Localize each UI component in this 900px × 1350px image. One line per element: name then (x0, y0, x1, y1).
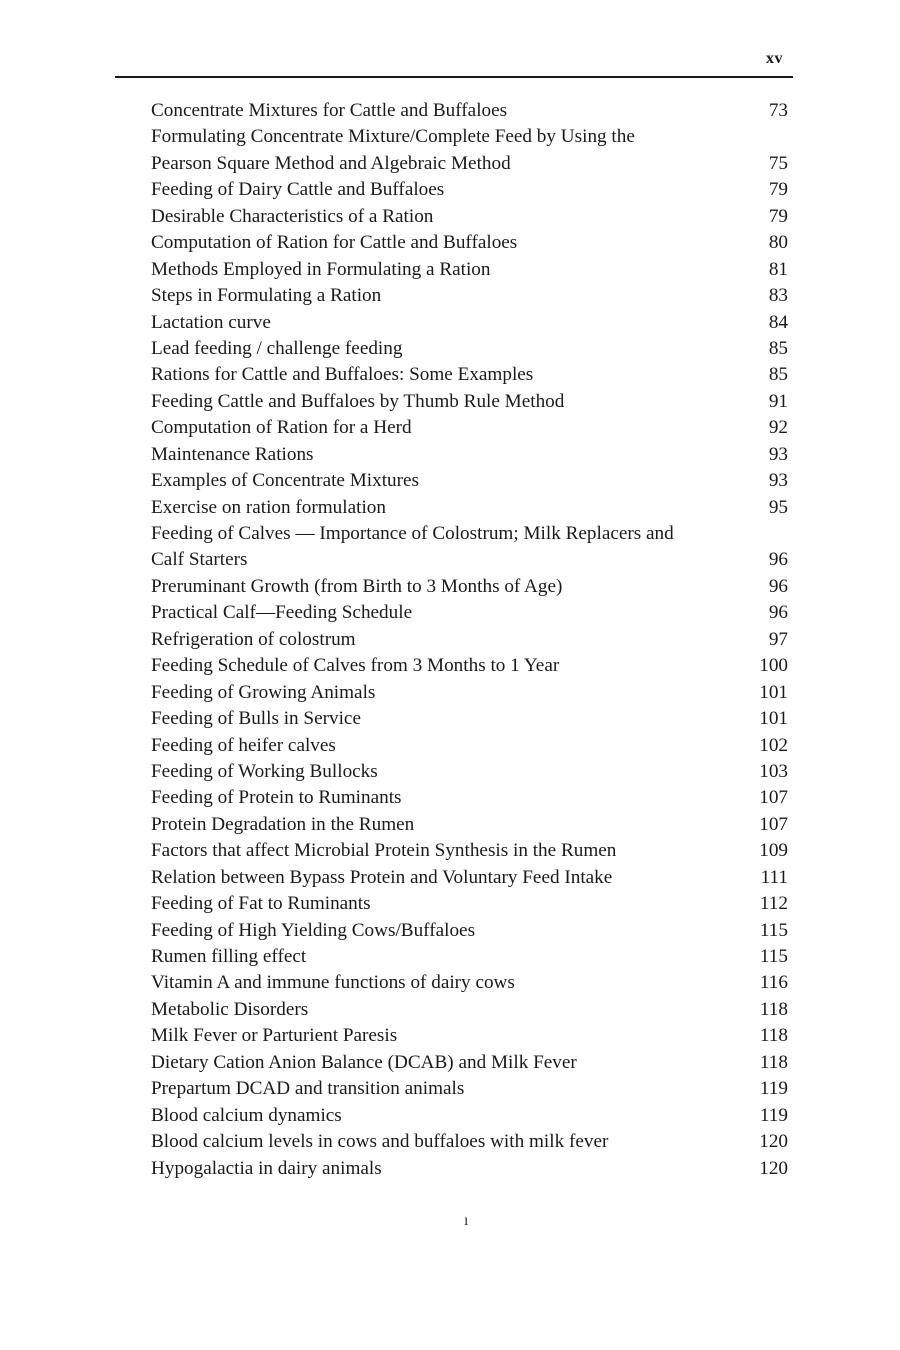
toc-entry-page: 93 (768, 470, 788, 492)
toc-entry-page: 96 (768, 602, 788, 624)
toc-entry-page: 118 (759, 1025, 788, 1047)
toc-entry (151, 627, 788, 653)
toc-entry-title: Dietary Cation Anion Balance (DCAB) and Milk Fever (151, 1051, 577, 1073)
toc-entry (151, 1050, 788, 1076)
toc-entry (151, 574, 788, 600)
toc-entry (151, 600, 788, 626)
toc-entry-page: 75 (768, 152, 788, 174)
toc-entry-title: Hypogalactia in dairy animals (151, 1157, 382, 1179)
toc-entry (151, 891, 788, 917)
toc-entry-title: Computation of Ration for a Herd (151, 417, 412, 439)
toc-entry-page: 116 (759, 972, 788, 994)
toc-entry-page: 118 (759, 998, 788, 1020)
toc-entry-page: 109 (759, 840, 788, 862)
toc-entry-page: 120 (759, 1157, 788, 1179)
toc-entry-title: Prepartum DCAD and transition animals (151, 1078, 465, 1100)
toc-entry-title: Feeding of Dairy Cattle and Buffaloes (151, 179, 445, 201)
toc-entry (151, 468, 788, 494)
toc-entry (151, 865, 788, 891)
toc-entry-title: Blood calcium dynamics (151, 1104, 342, 1126)
toc-entry-page: 100 (759, 655, 788, 677)
toc-entry-title: Computation of Ration for Cattle and Buffaloes (151, 232, 518, 254)
toc-entry-page: 107 (759, 787, 788, 809)
toc-entry-title: Relation between Bypass Protein and Voluntary Feed Intake (151, 866, 613, 888)
toc-entry (151, 1103, 788, 1129)
footer-mark: ı (464, 1212, 469, 1229)
toc-entry (151, 521, 788, 547)
toc-entry-page: 119 (759, 1104, 788, 1126)
toc-entry-title: Exercise on ration formulation (151, 496, 386, 518)
toc-entry-title: Feeding of Working Bullocks (151, 760, 378, 782)
toc-entry-title: Vitamin A and immune functions of dairy cows (151, 972, 515, 994)
toc-entry-page: 119 (759, 1078, 788, 1100)
toc-entry-title: Feeding of Growing Animals (151, 681, 376, 703)
toc-entry-page: 112 (759, 893, 788, 915)
toc-entry (151, 759, 788, 785)
toc-entry (151, 415, 788, 441)
toc-entry (151, 733, 788, 759)
toc-entry-title: Concentrate Mixtures for Cattle and Buffaloes (151, 100, 508, 121)
table-of-contents (151, 98, 788, 1182)
toc-entry (151, 442, 788, 468)
toc-entry-page: 107 (759, 813, 788, 835)
toc-entry-title: Feeding of Bulls in Service (151, 708, 361, 730)
toc-entry (151, 257, 788, 283)
toc-entry-title: Lead feeding / challenge feeding (151, 337, 403, 359)
toc-entry (151, 706, 788, 732)
toc-entry (151, 151, 788, 177)
toc-entry-page: 81 (768, 258, 788, 280)
toc-entry (151, 547, 788, 573)
toc-entry-title: Feeding of Calves — Importance of Colostrum; Milk Replacers and (151, 523, 674, 544)
toc-entry-title: Feeding of Protein to Ruminants (151, 787, 402, 809)
toc-entry-title: Metabolic Disorders (151, 998, 309, 1020)
toc-entry-page: 73 (768, 100, 788, 121)
toc-entry-page: 92 (768, 417, 788, 439)
toc-entry-page: 102 (759, 734, 788, 756)
toc-entry-page: 85 (768, 337, 788, 359)
toc-entry-page: 103 (759, 760, 788, 782)
header-rule (115, 76, 793, 78)
toc-entry (151, 283, 788, 309)
toc-entry-page: 97 (768, 628, 788, 650)
toc-entry (151, 230, 788, 256)
toc-entry (151, 204, 788, 230)
toc-entry-page: 84 (768, 311, 788, 333)
toc-entry-title: Lactation curve (151, 311, 271, 333)
toc-entry (151, 918, 788, 944)
toc-entry-page: 80 (768, 232, 788, 254)
toc-entry-title: Examples of Concentrate Mixtures (151, 470, 420, 492)
toc-entry-page: 101 (759, 708, 788, 730)
toc-entry-title: Protein Degradation in the Rumen (151, 813, 415, 835)
toc-entry-title: Feeding Schedule of Calves from 3 Months to 1 Year (151, 655, 560, 677)
toc-entry-title: Blood calcium levels in cows and buffaloes with milk fever (151, 1131, 609, 1153)
toc-entry (151, 944, 788, 970)
toc-entry (151, 1156, 788, 1182)
toc-entry (151, 495, 788, 521)
toc-entry (151, 970, 788, 996)
toc-entry-page: 115 (759, 946, 788, 967)
toc-entry-title: Preruminant Growth (from Birth to 3 Months of Age) (151, 575, 563, 597)
toc-entry-title: Pearson Square Method and Algebraic Method (151, 152, 511, 174)
toc-entry-title: Feeding Cattle and Buffaloes by Thumb Rule Method (151, 390, 565, 412)
toc-entry (151, 310, 788, 336)
toc-entry (151, 1076, 788, 1102)
toc-entry (151, 336, 788, 362)
toc-entry-title: Steps in Formulating a Ration (151, 285, 382, 307)
toc-entry-page: 118 (759, 1051, 788, 1073)
toc-entry-page: 111 (760, 866, 788, 888)
toc-entry-title: Rations for Cattle and Buffaloes: Some Examples (151, 364, 534, 386)
toc-entry-page: 115 (759, 919, 788, 941)
toc-entry (151, 838, 788, 864)
toc-entry-title: Feeding of heifer calves (151, 734, 336, 756)
toc-entry-title: Refrigeration of colostrum (151, 628, 356, 650)
toc-entry-title: Methods Employed in Formulating a Ration (151, 258, 491, 280)
toc-entry-title: Practical Calf—Feeding Schedule (151, 602, 413, 624)
page-number: xv (766, 50, 783, 67)
toc-entry (151, 785, 788, 811)
toc-entry-page: 95 (768, 496, 788, 518)
toc-entry-page: 101 (759, 681, 788, 703)
toc-entry-title: Maintenance Rations (151, 443, 314, 465)
toc-entry-title: Feeding of Fat to Ruminants (151, 893, 371, 915)
toc-entry (151, 997, 788, 1023)
toc-entry (151, 653, 788, 679)
toc-entry-page: 83 (768, 285, 788, 307)
toc-entry-title: Calf Starters (151, 549, 248, 571)
toc-entry-title: Rumen filling effect (151, 946, 307, 967)
toc-entry-title: Feeding of High Yielding Cows/Buffaloes (151, 919, 476, 941)
toc-entry (151, 98, 788, 124)
toc-entry-page: 85 (768, 364, 788, 386)
toc-entry-page: 96 (768, 549, 788, 571)
toc-entry-title: Milk Fever or Parturient Paresis (151, 1025, 398, 1047)
toc-entry-page: 96 (768, 575, 788, 597)
toc-entry-title: Desirable Characteristics of a Ration (151, 205, 434, 227)
toc-entry-page: 79 (768, 205, 788, 227)
toc-entry-page: 79 (768, 179, 788, 201)
toc-entry-title: Formulating Concentrate Mixture/Complete Feed by Using the (151, 126, 635, 148)
toc-entry-page: 91 (768, 390, 788, 412)
toc-entry-page: 120 (759, 1131, 788, 1153)
toc-entry (151, 362, 788, 388)
toc-entry-page: 93 (768, 443, 788, 465)
toc-entry (151, 124, 788, 150)
toc-entry (151, 680, 788, 706)
toc-entry (151, 389, 788, 415)
toc-entry (151, 177, 788, 203)
toc-entry-title: Factors that affect Microbial Protein Synthesis in the Rumen (151, 840, 617, 862)
toc-entry (151, 812, 788, 838)
toc-entry (151, 1129, 788, 1155)
toc-entry (151, 1023, 788, 1049)
